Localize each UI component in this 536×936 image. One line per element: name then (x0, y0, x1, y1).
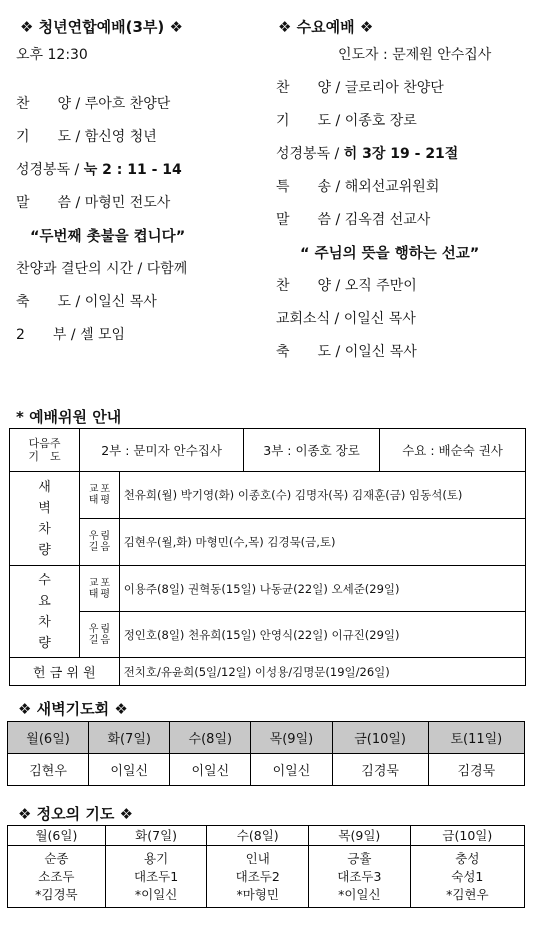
wed-gyopo-list: 이용주(8일) 권혁동(15일) 나동균(22일) 오세준(29일) (119, 566, 525, 612)
dawn-day: 토(11일) (428, 722, 524, 754)
wednesday-row: 찬 양 / 글로리아 찬양단 (276, 80, 444, 96)
urim-label: 우 길 림 음 (80, 519, 120, 566)
wednesday-leader: 인도자 : 문제원 안수집사 (338, 47, 492, 63)
youth-row: 말 씀 / 마형민 전도사 (16, 195, 171, 211)
dawn-day: 화(7일) (89, 722, 170, 754)
gyopo-label: 교 태 포 평 (80, 472, 120, 519)
noon-day: 금(10일) (410, 826, 524, 846)
youth-sermon-title: “두번째 촛불을 켭니다” (30, 229, 186, 245)
offering-list: 전치호/유윤희(5일/12일) 이성용/김명문(19일/26일) (119, 658, 525, 686)
noon-cell: 용기 대조두1 *이일신 (105, 846, 207, 908)
noon-cell: 긍휼 대조두3 *이일신 (309, 846, 411, 908)
youth-row: 찬양과 결단의 시간 / 다함께 (16, 261, 188, 277)
noon-prayer-table (7, 825, 525, 908)
next-prayer-3: 3부 : 이종호 장로 (244, 429, 380, 471)
noon-cell: 순종 소조두 *김경묵 (8, 846, 106, 908)
dawn-gyopo-list: 천유희(월) 박기영(화) 이종호(수) 김명자(목) 김재훈(금) 임동석(토) (119, 472, 525, 519)
noon-day: 수(8일) (207, 826, 309, 846)
noon-day: 월(6일) (8, 826, 106, 846)
noon-prayer-title: ❖ 정오의 기도 ❖ (18, 805, 134, 823)
wednesday-row: 성경봉독 / 히 3장 19 - 21절 (276, 146, 459, 162)
youth-row: 찬 양 / 루아흐 찬양단 (16, 96, 171, 112)
noon-cell: 인내 대조두2 *마형민 (207, 846, 309, 908)
youth-row: 2 부 / 셀 모임 (16, 327, 126, 343)
dawn-urim-list: 김현우(월,화) 마형민(수,목) 김경묵(금,토) (119, 519, 525, 566)
gyopo-label: 교 태 포 평 (80, 566, 120, 612)
youth-row: 기 도 / 함신영 청년 (16, 129, 157, 145)
wednesday-row: 기 도 / 이종호 장로 (276, 113, 417, 129)
noon-cell: 충성 숙성1 *김현우 (410, 846, 524, 908)
wednesday-row: 교회소식 / 이일신 목사 (276, 311, 416, 327)
dawn-prayer-title: ❖ 새벽기도회 ❖ (18, 700, 128, 718)
staff-title: * 예배위원 안내 (16, 408, 122, 426)
dawn-day: 목(9일) (251, 722, 332, 754)
wednesday-title: ❖ 수요예배 ❖ (278, 18, 374, 36)
youth-row: 축 도 / 이일신 목사 (16, 294, 157, 310)
wednesday-row: 말 씀 / 김옥겸 선교사 (276, 212, 431, 228)
noon-day: 화(7일) (105, 826, 207, 846)
dawn-leader: 이일신 (89, 754, 170, 786)
youth-time: 오후 12:30 (16, 47, 88, 63)
wednesday-sermon-title: “ 주님의 뜻을 행하는 선교” (300, 246, 480, 262)
wed-urim-list: 정인호(8일) 천유희(15일) 안영식(22일) 이규진(29일) (119, 612, 525, 658)
wednesday-row: 찬 양 / 오직 주만이 (276, 278, 417, 294)
wednesday-row: 특 송 / 해외선교위원회 (276, 179, 440, 195)
wed-vehicle-label: 수 요 차 량 (10, 566, 80, 658)
urim-label: 우 길 림 음 (80, 612, 120, 658)
next-prayer-cell (80, 429, 526, 472)
wednesday-row: 축 도 / 이일신 목사 (276, 344, 417, 360)
dawn-leader: 김경묵 (332, 754, 428, 786)
dawn-vehicle-label: 새 벽 차 량 (10, 472, 80, 566)
youth-title: ❖ 청년연합예배(3부) ❖ (20, 18, 183, 36)
staff-table (9, 428, 526, 686)
dawn-prayer-table (7, 721, 525, 786)
dawn-leader: 이일신 (251, 754, 332, 786)
dawn-leader: 이일신 (170, 754, 251, 786)
dawn-leader: 김현우 (8, 754, 89, 786)
dawn-day: 수(8일) (170, 722, 251, 754)
dawn-day: 월(6일) (8, 722, 89, 754)
youth-row: 성경봉독 / 눅 2 : 11 - 14 (16, 162, 182, 178)
next-prayer-2: 2부 : 문미자 안수집사 (80, 429, 244, 471)
offering-label: 헌 금 위 원 (10, 658, 120, 686)
noon-day: 목(9일) (309, 826, 411, 846)
dawn-day: 금(10일) (332, 722, 428, 754)
dawn-leader: 김경묵 (428, 754, 524, 786)
next-prayer-label: 다음주 기 도 (10, 429, 80, 472)
next-prayer-wed: 수요 : 배순숙 권사 (402, 443, 503, 458)
